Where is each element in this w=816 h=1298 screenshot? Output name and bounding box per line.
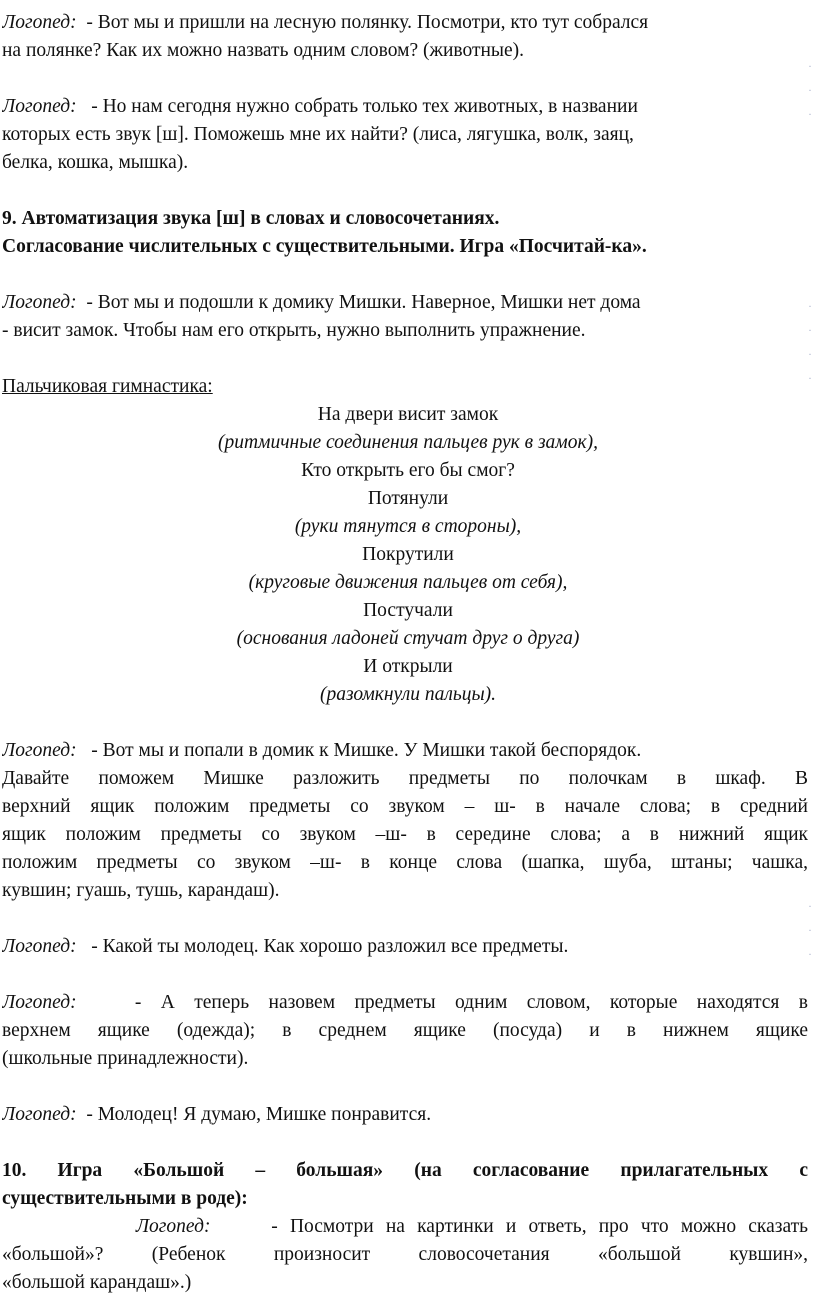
paragraph-line <box>2 989 808 1017</box>
speaker-label: Логопед: <box>2 96 77 117</box>
speaker-label: Логопед: <box>2 992 77 1013</box>
paragraph-line: - висит замок. Чтобы нам его открыть, нужно выполнить упражнение. <box>2 320 586 341</box>
section-heading-10: 10. Игра «Большой – большая» (на согласование прилагательных с <box>2 1160 808 1181</box>
line-text: - Посмотри на картинки и ответь, про что можно сказать <box>271 1216 808 1237</box>
paragraph-line <box>2 933 808 961</box>
paragraph-line <box>2 93 808 121</box>
poem-line: На двери висит замок <box>317 404 499 425</box>
poem-line: Постучали <box>363 600 453 621</box>
paragraph-line <box>2 1213 808 1241</box>
speaker-label: Логопед: <box>2 1104 77 1125</box>
paragraph-line: верхний ящик положим предметы со звуком – ш- в начале слова; в средний <box>2 796 808 817</box>
poem-note: (основания ладоней стучат друг о друга) <box>236 628 580 649</box>
paragraph-line: «большой»? (Ребенок произносит словосочетания «большой кувшин», <box>2 1244 808 1265</box>
line-text: - А теперь назовем предметы одним словом, которые находятся в <box>134 992 808 1013</box>
speaker-label: Логопед: <box>135 1216 211 1237</box>
poem-note: (ритмичные соединения пальцев рук в замок), <box>217 432 598 453</box>
paragraph-line: которых есть звук [ш]. Поможешь мне их найти? (лиса, лягушка, волк, заяц, <box>2 124 634 145</box>
speaker-label: Логопед: <box>2 740 77 761</box>
paragraph-line <box>2 289 808 317</box>
paragraph-line: «большой карандаш».) <box>2 1272 192 1293</box>
paragraph-line: (школьные принадлежности). <box>2 1048 249 1069</box>
speaker-label: Логопед: <box>2 12 77 33</box>
line-text: - Какой ты молодец. Как хорошо разложил все предметы. <box>91 936 569 957</box>
paragraph-line <box>2 9 808 37</box>
margin-dot-decoration: · · · <box>808 899 812 961</box>
line-text: - Вот мы и пришли на лесную полянку. Посмотри, кто тут собрался <box>86 12 649 33</box>
poem-line: Потянули <box>367 488 449 509</box>
paragraph-line <box>2 737 808 765</box>
paragraph-line: кувшин; гуашь, тушь, карандаш). <box>2 880 280 901</box>
paragraph-line: белка, кошка, мышка). <box>2 152 189 173</box>
speaker-label: Логопед: <box>2 292 77 313</box>
underlined-title: Пальчиковая гимнастика: <box>2 376 213 397</box>
poem-line: Кто открыть его бы смог? <box>301 460 515 481</box>
paragraph-line: ящик положим предметы со звуком –ш- в середине слова; а в нижний ящик <box>2 824 808 845</box>
margin-dot-decoration: · · · <box>808 59 812 121</box>
poem-note: (разомкнули пальцы). <box>319 684 497 705</box>
line-text: - Но нам сегодня нужно собрать только тех животных, в названии <box>91 96 638 117</box>
section-heading-9: 9. Автоматизация звука [ш] в словах и словосочетаниях. <box>2 208 500 229</box>
paragraph-line: верхнем ящике (одежда); в среднем ящике (посуда) и в нижнем ящике <box>2 1020 808 1041</box>
line-text: - Вот мы и подошли к домику Мишки. Наверное, Мишки нет дома <box>86 292 641 313</box>
gymnastics-title <box>2 373 808 401</box>
section-heading-9-continued: Согласование числительных с существительными. Игра «Посчитай-ка». <box>2 236 647 257</box>
line-text: - Молодец! Я думаю, Мишке понравится. <box>86 1104 432 1125</box>
poem-note: (руки тянутся в стороны), <box>294 516 522 537</box>
paragraph-line: на полянке? Как их можно назвать одним словом? (животные). <box>2 40 525 61</box>
paragraph-line: положим предметы со звуком –ш- в конце слова (шапка, шуба, штаны; чашка, <box>2 852 808 873</box>
paragraph-line: Давайте поможем Мишке разложить предметы по полочкам в шкаф. В <box>2 768 808 789</box>
poem-line: Покрутили <box>362 544 454 565</box>
poem-note: (круговые движения пальцев от себя), <box>248 572 568 593</box>
margin-dot-decoration: · · · · <box>808 299 812 385</box>
line-text: - Вот мы и попали в домик к Мишке. У Мишки такой беспорядок. <box>91 740 642 761</box>
speaker-label: Логопед: <box>2 936 77 957</box>
poem-line: И открыли <box>363 656 453 677</box>
section-heading-10-continued: существительными в роде): <box>2 1188 248 1209</box>
paragraph-line <box>2 1101 808 1129</box>
